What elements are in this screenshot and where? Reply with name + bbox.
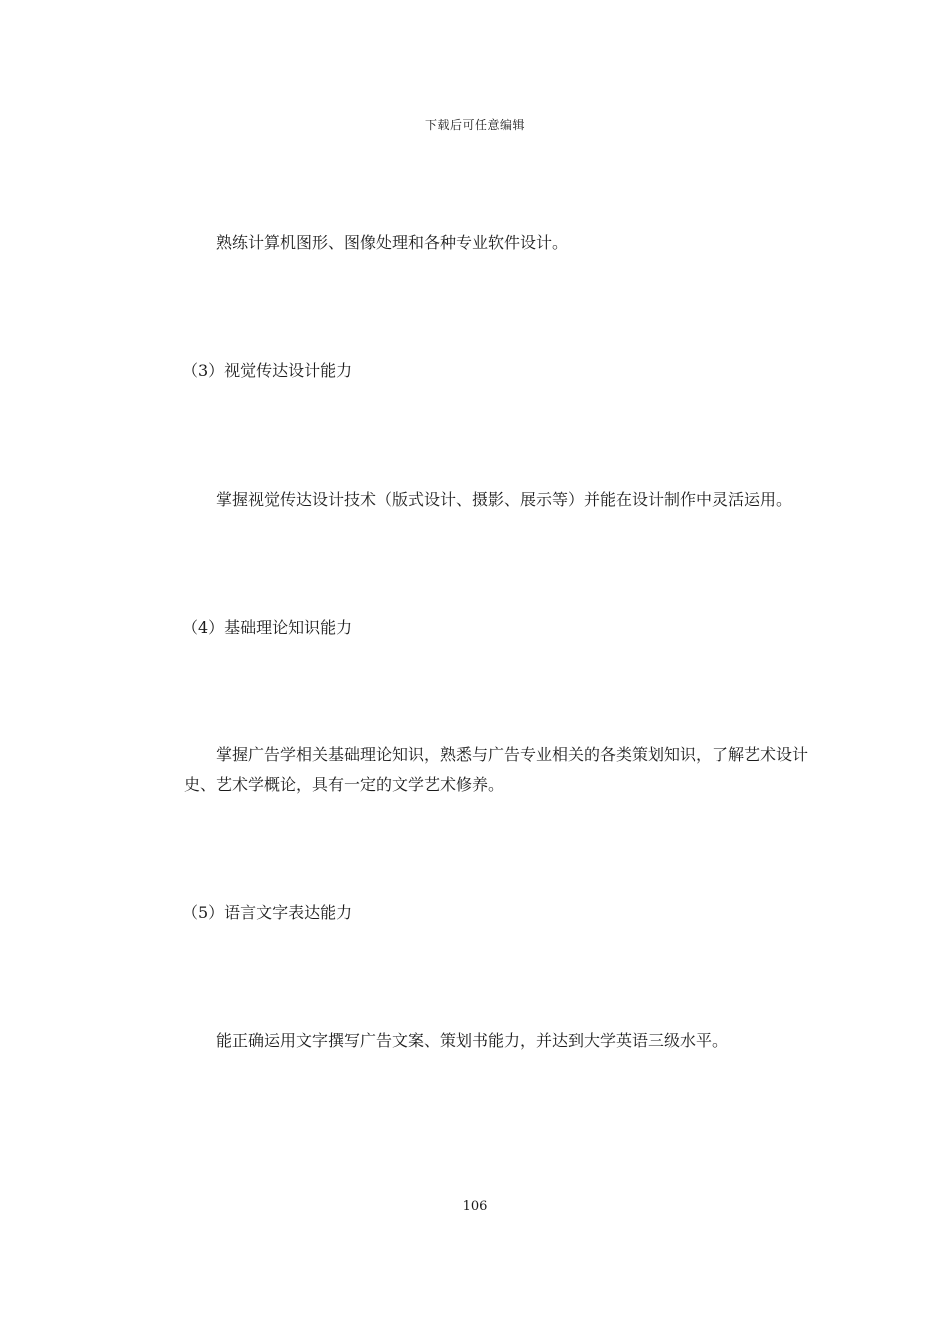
header-note: 下载后可任意编辑 — [424, 118, 525, 132]
section-heading-visual-communication: （3）视觉传达设计能力 — [182, 361, 353, 380]
paragraph-language-expression: 能正确运用文字撰写广告文案、策划书能力，并达到大学英语三级水平。 — [216, 1031, 729, 1050]
section-heading-language-expression: （5）语言文字表达能力 — [182, 903, 353, 922]
section-heading-basic-theory: （4）基础理论知识能力 — [182, 618, 353, 637]
paragraph-visual-communication: 掌握视觉传达设计技术（版式设计、摄影、展示等）并能在设计制作中灵活运用。 — [216, 490, 793, 509]
page-number: 106 — [462, 1199, 488, 1214]
paragraph-software-skills: 熟练计算机图形、图像处理和各种专业软件设计。 — [216, 233, 569, 252]
paragraph-basic-theory: 掌握广告学相关基础理论知识，熟悉与广告专业相关的各类策划知识，了解艺术设计史、艺术学概论，具有一定的文学艺术修养。 — [184, 745, 809, 794]
